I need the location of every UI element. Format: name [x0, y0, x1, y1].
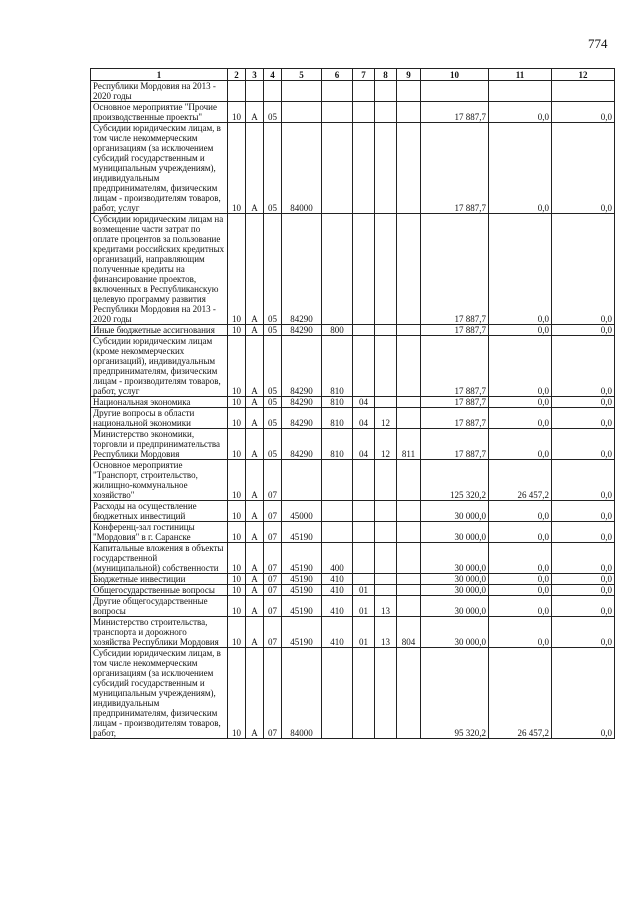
subsection-cell	[375, 397, 397, 408]
subprogram-code-cell: 05	[264, 102, 282, 123]
amount-2015-cell: 30 000,0	[421, 617, 489, 648]
ministry-cell	[397, 214, 421, 325]
section-code-cell: 10	[228, 596, 246, 617]
subprogram-code-cell: 07	[264, 617, 282, 648]
amount-2016-cell: 0,0	[489, 325, 552, 336]
subprogram-code-cell: 05	[264, 408, 282, 429]
table-row	[91, 522, 615, 543]
name-cell: Иные бюджетные ассигнования	[91, 325, 228, 336]
amount-2017-cell: 0,0	[552, 214, 615, 325]
subsection-cell	[375, 336, 397, 397]
amount-2015-cell: 17 887,7	[421, 429, 489, 460]
amount-2017-cell: 0,0	[552, 648, 615, 739]
section-code-cell: 10	[228, 585, 246, 596]
subprogram-code-cell: 07	[264, 501, 282, 522]
amount-2017-cell: 0,0	[552, 543, 615, 574]
amount-2016-cell: 0,0	[489, 617, 552, 648]
target-code-cell: 84290	[282, 325, 322, 336]
expense-type-cell	[322, 102, 353, 123]
chapter-cell: 01	[353, 585, 375, 596]
target-code-cell: 84290	[282, 408, 322, 429]
expense-type-cell: 410	[322, 574, 353, 585]
subprogram-code-cell: 05	[264, 397, 282, 408]
amount-2017-cell: 0,0	[552, 596, 615, 617]
table-row	[91, 81, 615, 102]
section-code-cell: 10	[228, 648, 246, 739]
table-row	[91, 574, 615, 585]
amount-2016-cell: 0,0	[489, 574, 552, 585]
amount-2015-cell: 17 887,7	[421, 397, 489, 408]
amount-2015-cell: 17 887,7	[421, 325, 489, 336]
subprogram-code-cell: 07	[264, 596, 282, 617]
header-cell-1: 1	[91, 69, 228, 81]
subprogram-code-cell: 05	[264, 325, 282, 336]
subsection-cell	[375, 325, 397, 336]
name-cell: Субсидии юридическим лицам, в том числе некоммерческим организациям (за исключением субсидий государственным и муниципальным учреждениям), индивидуальным предпринимателям, физическим лицам - производителям товаров, работ,	[91, 648, 228, 739]
subprogram-code-cell: 07	[264, 585, 282, 596]
amount-2017-cell: 0,0	[552, 501, 615, 522]
subsection-cell	[375, 460, 397, 501]
table-row	[91, 429, 615, 460]
expense-type-cell: 410	[322, 596, 353, 617]
amount-2016-cell: 0,0	[489, 596, 552, 617]
section-code-cell: 10	[228, 501, 246, 522]
expense-type-cell	[322, 123, 353, 214]
amount-2017-cell: 0,0	[552, 336, 615, 397]
name-cell: Другие общегосударственные вопросы	[91, 596, 228, 617]
amount-2016-cell: 0,0	[489, 123, 552, 214]
ministry-cell	[397, 325, 421, 336]
header-cell-11: 11	[489, 69, 552, 81]
program-code-cell: А	[246, 460, 264, 501]
expense-type-cell	[322, 214, 353, 325]
amount-2017-cell	[552, 81, 615, 102]
header-cell-8: 8	[375, 69, 397, 81]
expense-type-cell	[322, 81, 353, 102]
table-row	[91, 214, 615, 325]
expense-type-cell: 400	[322, 543, 353, 574]
chapter-cell	[353, 325, 375, 336]
target-code-cell: 45190	[282, 596, 322, 617]
amount-2015-cell: 30 000,0	[421, 596, 489, 617]
program-code-cell: А	[246, 336, 264, 397]
amount-2016-cell: 0,0	[489, 408, 552, 429]
subprogram-code-cell: 07	[264, 460, 282, 501]
program-code-cell	[246, 81, 264, 102]
expense-type-cell	[322, 648, 353, 739]
program-code-cell: А	[246, 617, 264, 648]
table-row	[91, 617, 615, 648]
subsection-cell	[375, 585, 397, 596]
header-cell-12: 12	[552, 69, 615, 81]
ministry-cell	[397, 522, 421, 543]
name-cell: Национальная экономика	[91, 397, 228, 408]
subprogram-code-cell: 05	[264, 336, 282, 397]
section-code-cell: 10	[228, 102, 246, 123]
ministry-cell	[397, 408, 421, 429]
amount-2016-cell: 26 457,2	[489, 648, 552, 739]
ministry-cell	[397, 585, 421, 596]
expense-type-cell: 810	[322, 408, 353, 429]
expense-type-cell: 810	[322, 336, 353, 397]
target-code-cell: 84290	[282, 397, 322, 408]
target-code-cell: 45000	[282, 501, 322, 522]
table-row	[91, 501, 615, 522]
expense-type-cell: 800	[322, 325, 353, 336]
expense-type-cell	[322, 522, 353, 543]
page-number: 774	[588, 36, 608, 51]
target-code-cell: 84290	[282, 336, 322, 397]
subsection-cell	[375, 522, 397, 543]
table-row	[91, 648, 615, 739]
chapter-cell	[353, 123, 375, 214]
amount-2016-cell: 0,0	[489, 102, 552, 123]
table-row	[91, 585, 615, 596]
amount-2016-cell: 0,0	[489, 501, 552, 522]
table-row	[91, 543, 615, 574]
subsection-cell: 13	[375, 617, 397, 648]
header-cell-4: 4	[264, 69, 282, 81]
target-code-cell: 45190	[282, 617, 322, 648]
table-row	[91, 596, 615, 617]
amount-2015-cell: 30 000,0	[421, 574, 489, 585]
ministry-cell	[397, 397, 421, 408]
program-code-cell: А	[246, 397, 264, 408]
program-code-cell: А	[246, 596, 264, 617]
subsection-cell: 13	[375, 596, 397, 617]
ministry-cell	[397, 336, 421, 397]
chapter-cell	[353, 81, 375, 102]
program-code-cell: А	[246, 429, 264, 460]
ministry-cell: 811	[397, 429, 421, 460]
amount-2015-cell: 30 000,0	[421, 501, 489, 522]
program-code-cell: А	[246, 648, 264, 739]
subprogram-code-cell: 05	[264, 123, 282, 214]
ministry-cell	[397, 81, 421, 102]
ministry-cell: 804	[397, 617, 421, 648]
amount-2015-cell: 17 887,7	[421, 408, 489, 429]
amount-2017-cell: 0,0	[552, 408, 615, 429]
amount-2015-cell: 30 000,0	[421, 522, 489, 543]
table-row	[91, 408, 615, 429]
section-code-cell: 10	[228, 336, 246, 397]
header-cell-7: 7	[353, 69, 375, 81]
name-cell: Министерство строительства, транспорта и дорожного хозяйства Республики Мордовия	[91, 617, 228, 648]
section-code-cell: 10	[228, 408, 246, 429]
subprogram-code-cell: 07	[264, 574, 282, 585]
amount-2017-cell: 0,0	[552, 574, 615, 585]
chapter-cell	[353, 522, 375, 543]
name-cell: Основное мероприятие "Транспорт, строительство, жилищно-коммунальное хозяйство"	[91, 460, 228, 501]
subprogram-code-cell: 05	[264, 429, 282, 460]
amount-2016-cell: 0,0	[489, 214, 552, 325]
name-cell: Республики Мордовия на 2013 - 2020 годы	[91, 81, 228, 102]
name-cell: Общегосударственные вопросы	[91, 585, 228, 596]
target-code-cell: 45190	[282, 543, 322, 574]
amount-2015-cell: 17 887,7	[421, 123, 489, 214]
target-code-cell	[282, 81, 322, 102]
table-row	[91, 336, 615, 397]
amount-2015-cell	[421, 81, 489, 102]
amount-2017-cell: 0,0	[552, 522, 615, 543]
section-code-cell: 10	[228, 574, 246, 585]
program-code-cell: А	[246, 325, 264, 336]
target-code-cell: 45190	[282, 574, 322, 585]
program-code-cell: А	[246, 543, 264, 574]
chapter-cell	[353, 648, 375, 739]
section-code-cell: 10	[228, 460, 246, 501]
table-row	[91, 102, 615, 123]
section-code-cell: 10	[228, 429, 246, 460]
name-cell: Бюджетные инвестиции	[91, 574, 228, 585]
ministry-cell	[397, 501, 421, 522]
amount-2017-cell: 0,0	[552, 429, 615, 460]
chapter-cell: 04	[353, 397, 375, 408]
header-cell-2: 2	[228, 69, 246, 81]
chapter-cell: 01	[353, 617, 375, 648]
header-cell-10: 10	[421, 69, 489, 81]
subsection-cell: 12	[375, 429, 397, 460]
target-code-cell: 84000	[282, 123, 322, 214]
chapter-cell	[353, 574, 375, 585]
subsection-cell	[375, 102, 397, 123]
header-cell-3: 3	[246, 69, 264, 81]
subsection-cell	[375, 123, 397, 214]
amount-2016-cell: 0,0	[489, 397, 552, 408]
table-row	[91, 460, 615, 501]
section-code-cell: 10	[228, 397, 246, 408]
name-cell: Субсидии юридическим лицам (кроме некоммерческих организаций), индивидуальным предпринимателям, физическим лицам - производителям товаров, работ, услуг	[91, 336, 228, 397]
name-cell: Основное мероприятие "Прочие производственные проекты"	[91, 102, 228, 123]
subsection-cell	[375, 81, 397, 102]
subprogram-code-cell	[264, 81, 282, 102]
expense-type-cell: 410	[322, 585, 353, 596]
program-code-cell: А	[246, 522, 264, 543]
program-code-cell: А	[246, 214, 264, 325]
chapter-cell	[353, 543, 375, 574]
table-body	[91, 81, 615, 739]
amount-2017-cell: 0,0	[552, 325, 615, 336]
amount-2017-cell: 0,0	[552, 617, 615, 648]
header-cell-6: 6	[322, 69, 353, 81]
target-code-cell: 84290	[282, 214, 322, 325]
subsection-cell	[375, 648, 397, 739]
section-code-cell: 10	[228, 325, 246, 336]
header-cell-5: 5	[282, 69, 322, 81]
amount-2015-cell: 125 320,2	[421, 460, 489, 501]
amount-2016-cell: 0,0	[489, 429, 552, 460]
table-row	[91, 397, 615, 408]
amount-2015-cell: 17 887,7	[421, 214, 489, 325]
chapter-cell	[353, 336, 375, 397]
name-cell: Министерство экономики, торговли и предпринимательства Республики Мордовия	[91, 429, 228, 460]
expense-type-cell: 410	[322, 617, 353, 648]
amount-2015-cell: 30 000,0	[421, 585, 489, 596]
chapter-cell	[353, 460, 375, 501]
amount-2016-cell	[489, 81, 552, 102]
ministry-cell	[397, 123, 421, 214]
amount-2016-cell: 0,0	[489, 336, 552, 397]
chapter-cell: 04	[353, 408, 375, 429]
amount-2017-cell: 0,0	[552, 102, 615, 123]
program-code-cell: А	[246, 574, 264, 585]
subprogram-code-cell: 07	[264, 648, 282, 739]
subprogram-code-cell: 05	[264, 214, 282, 325]
section-code-cell: 10	[228, 522, 246, 543]
section-code-cell: 10	[228, 543, 246, 574]
name-cell: Конференц-зал гостиницы "Мордовия" в г. Саранске	[91, 522, 228, 543]
name-cell: Другие вопросы в области национальной экономики	[91, 408, 228, 429]
amount-2015-cell: 17 887,7	[421, 102, 489, 123]
chapter-cell: 04	[353, 429, 375, 460]
expense-type-cell: 810	[322, 429, 353, 460]
chapter-cell: 01	[353, 596, 375, 617]
expense-type-cell	[322, 501, 353, 522]
chapter-cell	[353, 102, 375, 123]
amount-2017-cell: 0,0	[552, 460, 615, 501]
program-code-cell: А	[246, 585, 264, 596]
amount-2016-cell: 0,0	[489, 543, 552, 574]
expense-type-cell: 810	[322, 397, 353, 408]
amount-2016-cell: 0,0	[489, 585, 552, 596]
budget-table	[90, 68, 615, 739]
amount-2017-cell: 0,0	[552, 585, 615, 596]
subsection-cell	[375, 574, 397, 585]
target-code-cell: 45190	[282, 585, 322, 596]
section-code-cell	[228, 81, 246, 102]
table-row	[91, 123, 615, 214]
section-code-cell: 10	[228, 123, 246, 214]
program-code-cell: А	[246, 408, 264, 429]
amount-2017-cell: 0,0	[552, 123, 615, 214]
amount-2016-cell: 26 457,2	[489, 460, 552, 501]
name-cell: Капитальные вложения в объекты государственной (муниципальной) собственности	[91, 543, 228, 574]
table-row	[91, 325, 615, 336]
ministry-cell	[397, 543, 421, 574]
ministry-cell	[397, 596, 421, 617]
chapter-cell	[353, 214, 375, 325]
amount-2017-cell: 0,0	[552, 397, 615, 408]
name-cell: Субсидии юридическим лицам на возмещение части затрат по оплате процентов за пользование кредитами российских кредитных организаций, направляющим полученные кредиты на финансирование проектов, включенных в Республиканскую целевую программу развития Республики Мордовия на 2013 - 2020 годы	[91, 214, 228, 325]
subsection-cell	[375, 214, 397, 325]
target-code-cell: 45190	[282, 522, 322, 543]
amount-2015-cell: 30 000,0	[421, 543, 489, 574]
amount-2016-cell: 0,0	[489, 522, 552, 543]
subsection-cell: 12	[375, 408, 397, 429]
target-code-cell: 84290	[282, 429, 322, 460]
ministry-cell	[397, 574, 421, 585]
subsection-cell	[375, 501, 397, 522]
header-row	[91, 69, 615, 81]
target-code-cell	[282, 460, 322, 501]
expense-type-cell	[322, 460, 353, 501]
section-code-cell: 10	[228, 617, 246, 648]
subsection-cell	[375, 543, 397, 574]
ministry-cell	[397, 460, 421, 501]
program-code-cell: А	[246, 501, 264, 522]
target-code-cell	[282, 102, 322, 123]
program-code-cell: А	[246, 102, 264, 123]
amount-2015-cell: 17 887,7	[421, 336, 489, 397]
chapter-cell	[353, 501, 375, 522]
program-code-cell: А	[246, 123, 264, 214]
ministry-cell	[397, 102, 421, 123]
name-cell: Субсидии юридическим лицам, в том числе некоммерческим организациям (за исключением субсидий государственным и муниципальным учреждениям), индивидуальным предпринимателям, физическим лицам - производителям товаров, работ, услуг	[91, 123, 228, 214]
target-code-cell: 84000	[282, 648, 322, 739]
table-header	[91, 69, 615, 81]
header-cell-9: 9	[397, 69, 421, 81]
subprogram-code-cell: 07	[264, 543, 282, 574]
subprogram-code-cell: 07	[264, 522, 282, 543]
section-code-cell: 10	[228, 214, 246, 325]
ministry-cell	[397, 648, 421, 739]
amount-2015-cell: 95 320,2	[421, 648, 489, 739]
name-cell: Расходы на осуществление бюджетных инвестиций	[91, 501, 228, 522]
